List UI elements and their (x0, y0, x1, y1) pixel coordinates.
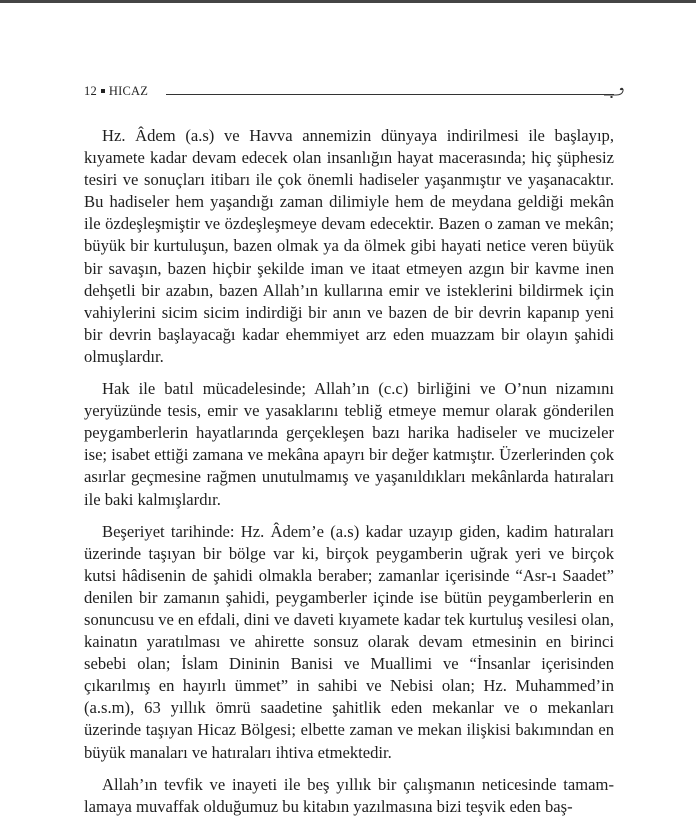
page-body (84, 125, 614, 828)
viewer-top-bar (0, 0, 696, 3)
paragraph-3: Beşeriyet tarihinde: Hz. Âdem’e (a.s) kadar uzayıp giden, kadim hatıraları üzerinde taşıyan bir bölge var ki, birçok peygamberin uğrak yeri ve birçok kutsi hâdisenin de şahidi olmakla beraber; zamanlar içerisinde “Asr-ı Saadet” denilen bir zamanın şahidi, peygamberler içinde ise bütün peygamberlerin en sonuncusu ve en efdali, dini ve daveti kıyamete kadar tek kurtuluş vesilesi olan, kainatın yaratılması ve ahirette sonsuz olarak devam etmesinin en birinci sebebi olan; İslam Dininin Banisi ve Muallimi ve “İnsanlar içerisinden çıkarılmış en hayırlı ümmet” in sahibi ve Nebisi olan; Hz. Muhammed’in (a.s.m), 63 yıllık ömrü saadetine şahitlik eden mekanlar ve o mekanları üzerinde taşıyan Hicaz Bölgesi; elbette zaman ve mekan ilişkisi bakımından en büyük manaları ve hatıraları ihtiva etmektedir. (84, 521, 614, 762)
header-ornament-icon (604, 84, 626, 104)
page-number: 12 (84, 84, 97, 98)
paragraph-1: Hz. Âdem (a.s) ve Havva annemizin dünyaya indirilmesi ile başlayıp, kıyamete kadar devam edecek olan insanlığın hayat macerasında; hiç şüphesiz tesiri ve sonuçları itibarı ile çok önemli hadiseler yaşanmıştır ve yaşanacaktır. Bu hadiseler hem yaşandığı zaman dilimiyle hem de meydana geldiği mekân ile özdeşleşmiştir ve özdeşleşmeye devam edecektir. Bazen o zaman ve mekân; büyük bir kurtuluşun, bazen olmak ya da ölmek gibi hayati netice veren büyük bir savaşın, bazen hiçbir şekilde iman ve itaat etmeyen azgın bir kavme inen dehşetli bir azabın, bazen Allah’ın kullarına emir ve isteklerini bildirmek için vahiylerini sicim sicim indirdiği bir anın ve bazen de bir devrin kapanıp yeni bir devrin başlayacağı kadar ehemmiyet arz eden muazzam bir olayın şahidi olmuşlardır. (84, 126, 614, 366)
separator-bullet-icon (101, 89, 105, 93)
header-rule (166, 94, 614, 95)
running-head (84, 84, 619, 104)
running-head-label (84, 84, 148, 99)
paragraph-4: Allah’ın tevfik ve inayeti ile beş yıllık bir çalışmanın neticesinde tamamlamaya muvaffak olduğumuz bu kitabın yazılmasına bizi teşvik eden baş- (84, 774, 614, 816)
paragraph-2: Hak ile batıl mücadelesinde; Allah’ın (c.c) birliğini ve O’nun nizamını yeryüzünde tesis, emir ve yasaklarını tebliğ etmeye memur olarak gönderilen peygamberlerin hayatlarında gerçekleşen bazı harika hadiseler ve mucizeler ise; isabet ettiği zamana ve mekâna apayrı bir değer katmıştır. Üzerlerinden çok asırlar geçmesine rağmen unutulmamış ve yaşanıldıkları mekânlarda hatıraları ile baki kalmışlardır. (84, 379, 614, 509)
chapter-title: HICAZ (108, 84, 149, 98)
